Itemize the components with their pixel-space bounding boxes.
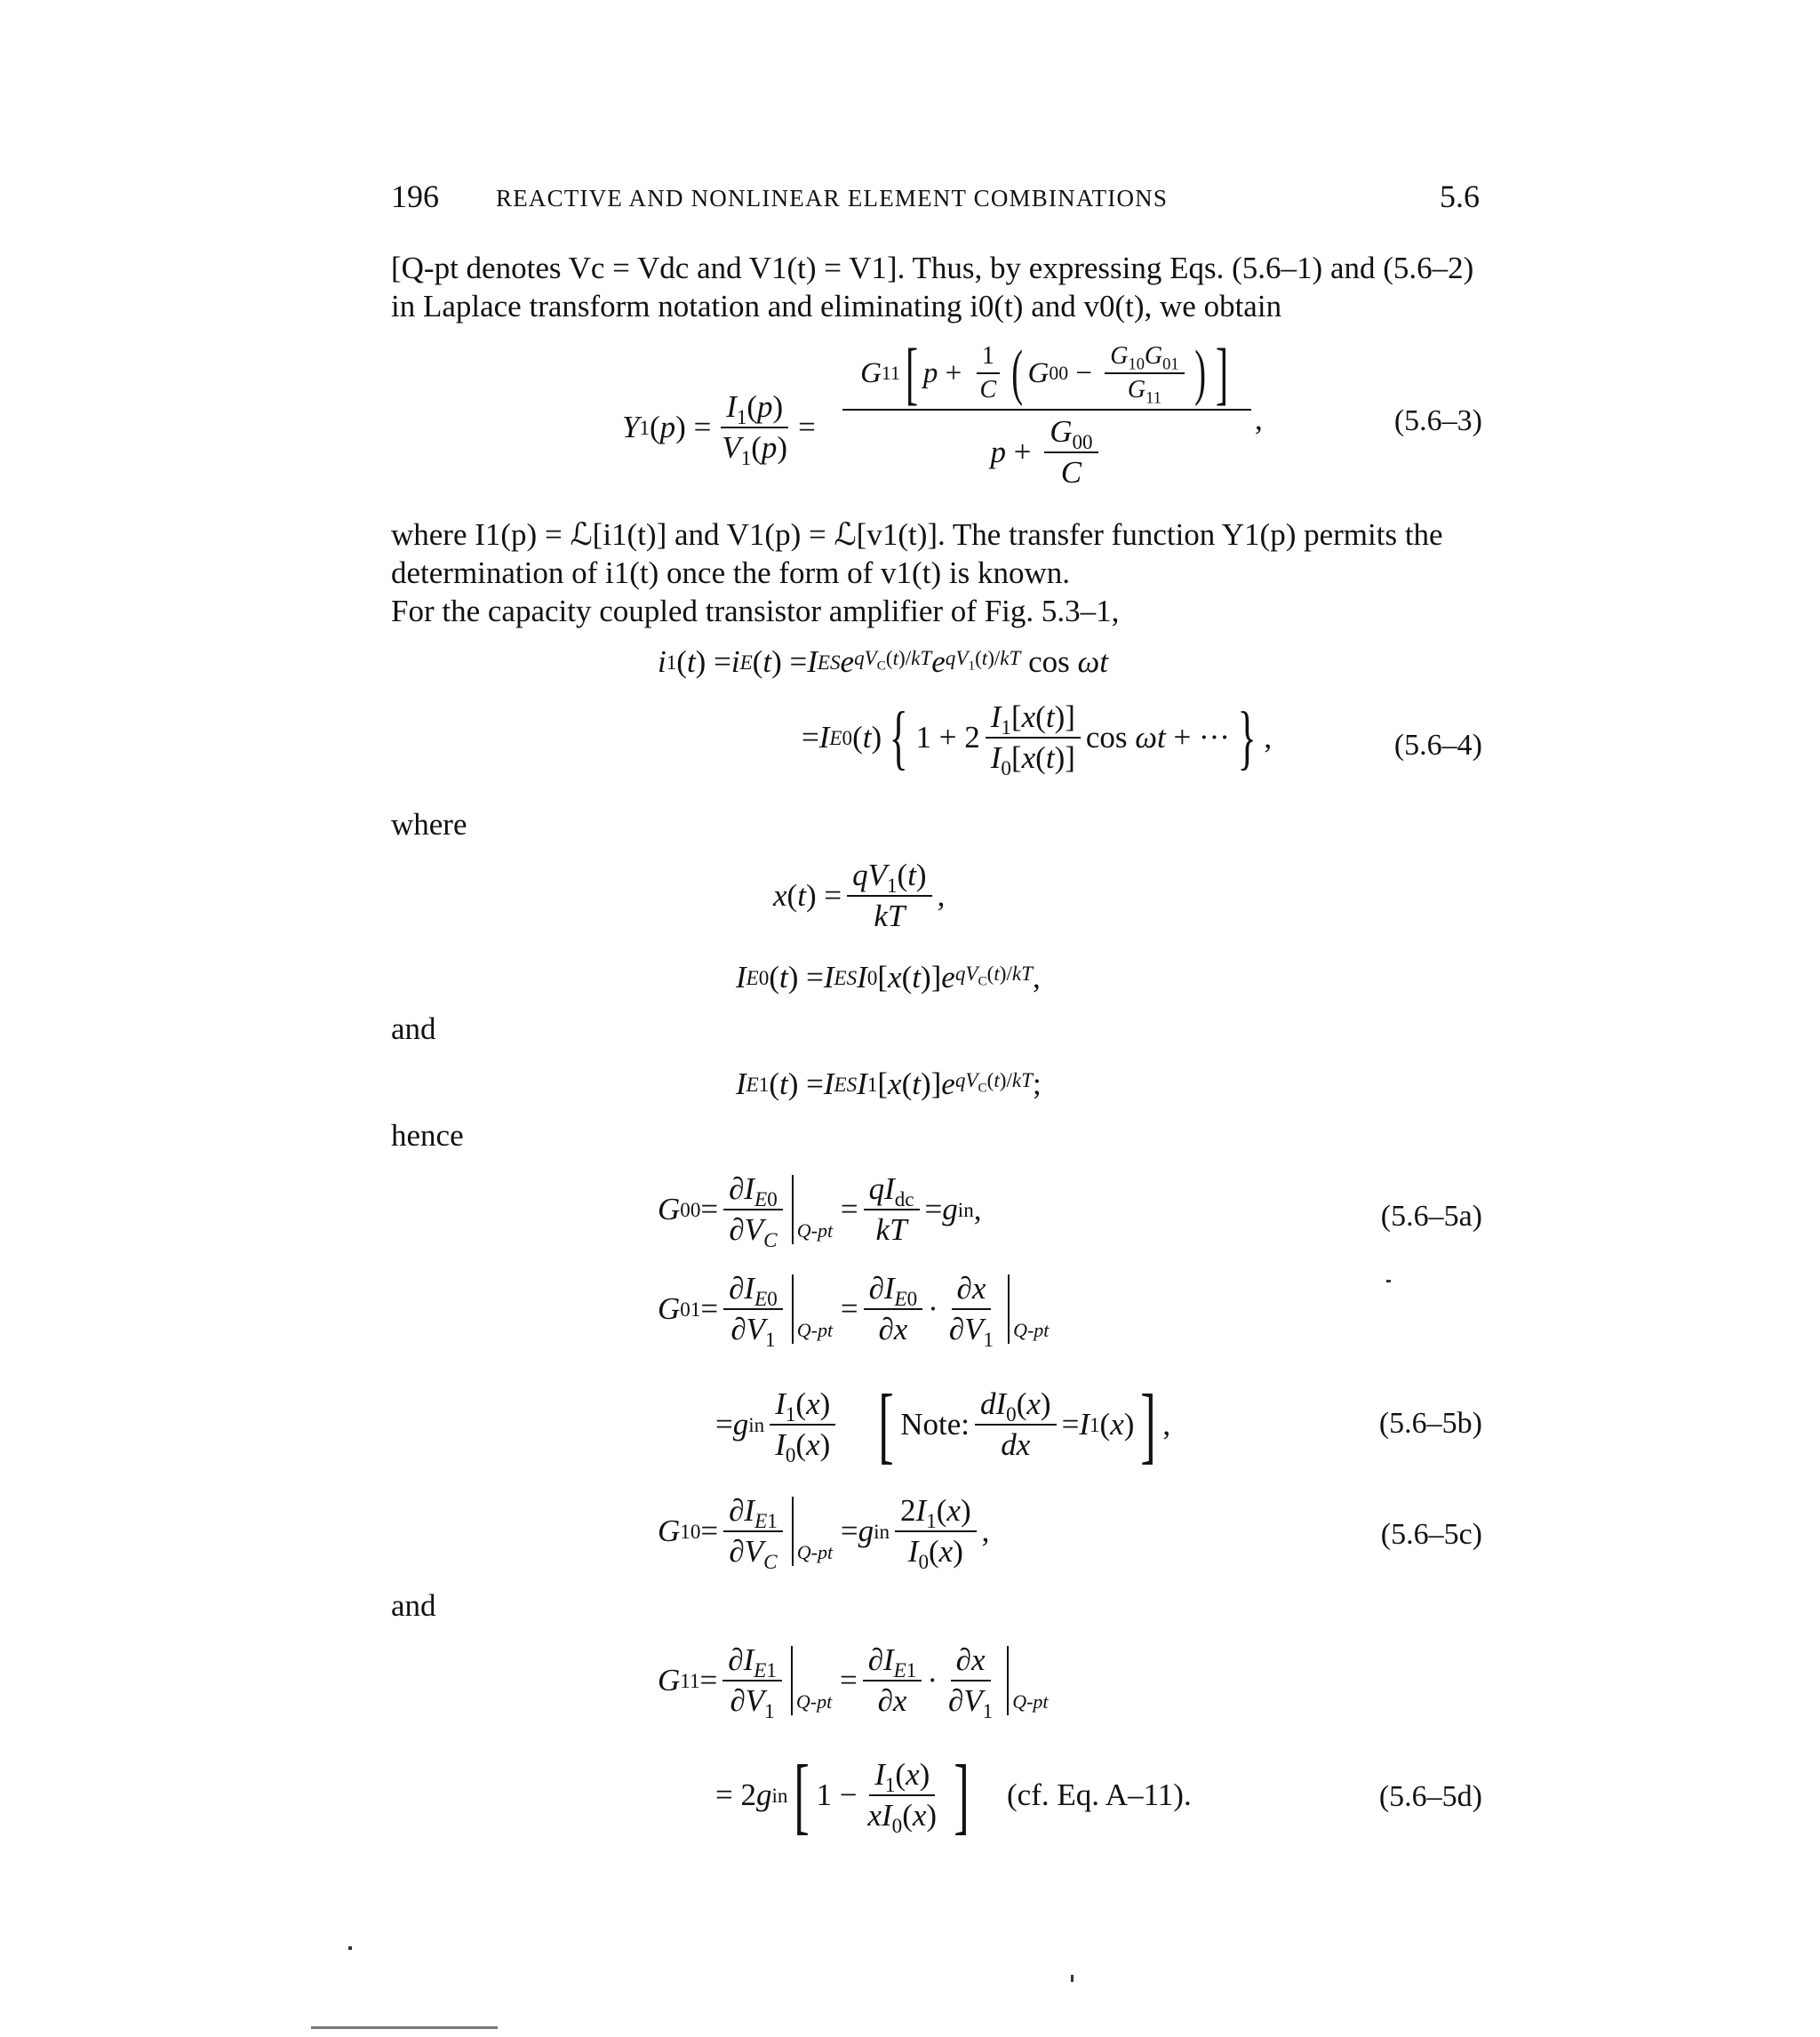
word-hence: hence <box>391 1118 464 1153</box>
note-label: Note: <box>900 1407 970 1442</box>
scan-speck <box>348 1946 352 1950</box>
equation-label-5-6-5b: (5.6–5b) <box>1378 1407 1482 1440</box>
page-number: 196 <box>391 179 439 214</box>
equation-label-5-6-4: (5.6–4) <box>1393 729 1482 762</box>
equation-label-5-6-5c: (5.6–5c) <box>1380 1518 1482 1551</box>
word-where: where <box>391 807 467 842</box>
scan-speck <box>1386 1280 1391 1282</box>
equation-5-6-4: i 1 ( t ) = i E ( t ) = I ES e $qV_C(t)/kT$ e $qV_1(t)/kT$ cos ωt = I E0 ( t ) { 1 + 2 $\frac{I_1[x(t)]}{I_0[x(t)]}$ cos ωt + ··· } , <box>658 644 1273 779</box>
bottom-rule <box>311 2026 498 2029</box>
transfer-paragraph <box>391 515 1484 630</box>
equation-5-6-5c: G 10 = $\frac{\partial I_{E1}}{\partial V_C}$ Q-pt = g in $\frac{2I_1(x)}{I_0(x)}$ , <box>658 1493 990 1573</box>
equation-G11: G 11 = $\frac{\partial I_{E1}}{\partial V_1}$ Q-pt = $\frac{\partial I_{E1}}{\partial x}$ · $\frac{\partial x}{\partial V_1}$ Q-pt <box>658 1642 1049 1722</box>
equation-5-6-5b: = g in $\frac{I_1(x)}{I_0(x)}$ [ Note: $\frac{dI_0(x)}{dx}$ = I 1 ( x ) ] , <box>715 1377 1171 1472</box>
word-and-1: and <box>391 1011 436 1046</box>
equation-label-5-6-5a: (5.6–5a) <box>1380 1200 1482 1233</box>
word-and-2: and <box>391 1588 436 1623</box>
equation-label-5-6-5d: (5.6–5d) <box>1378 1780 1482 1813</box>
after-eq3-text: where I1(p) = ℒ[i1(t)] and V1(p) = ℒ[v1(t)]. The transfer function Y1(p) permits the determination of i1(t) once the form of v1(t) is known. <box>391 517 1443 590</box>
intro-paragraph <box>391 249 1484 325</box>
running-head: REACTIVE AND NONLINEAR ELEMENT COMBINATIONS <box>496 185 1169 212</box>
equation-IE1: I E1 ( t ) = I ES I 1 [ x ( t )] e $qV_C(t)/kT$ ; <box>736 1066 1042 1101</box>
equation-5-6-5a: G 00 = $\frac{\partial I_{E0}}{\partial V_C}$ Q-pt = $\frac{qI_{dc}}{kT}$ = g in , <box>658 1171 982 1251</box>
cf-reference: (cf. Eq. A–11). <box>1007 1777 1192 1812</box>
equation-5-6-3: Y 1 ( p ) = $\frac{I_1(p)}{V_1(p)}$ = G 11 [ p + $\frac{1}{C}$ ( G 00 − $\frac{G_{10}G_{01}}{G_{11}}$ ) ] p + $\frac{G_{00}}{C}$ , <box>622 334 1263 490</box>
section-number: 5.6 <box>1440 179 1480 214</box>
equation-IE0: I E0 ( t ) = I ES I 0 [ x ( t )] e $qV_C(t)/kT$ , <box>736 960 1041 995</box>
equation-label-5-6-3: (5.6–3) <box>1393 404 1482 437</box>
equation-5-6-5d: = 2 g in [ 1 − $\frac{I_1(x)}{xI_0(x)}$ ] (cf. Eq. A–11). <box>715 1747 1192 1842</box>
equation-x-of-t: x ( t ) = $\frac{qV_1(t)}{kT}$ , <box>773 858 946 933</box>
scan-speck <box>1071 1975 1074 1982</box>
intro-text: [Q-pt denotes Vc = Vdc and V1(t) = V1]. Thus, by expressing Eqs. (5.6–1) and (5.6–2) in Laplace transform notation and eliminating i0(t) and v0(t), we obtain <box>391 251 1474 324</box>
figure-text: For the capacity coupled transistor amplifier of Fig. 5.3–1, <box>391 594 1120 628</box>
equation-G01: G 01 = $\frac{\partial I_{E0}}{\partial V_1}$ Q-pt = $\frac{\partial I_{E0}}{\partial x}$ · $\frac{\partial x}{\partial V_1}$ Q-pt <box>658 1271 1050 1351</box>
